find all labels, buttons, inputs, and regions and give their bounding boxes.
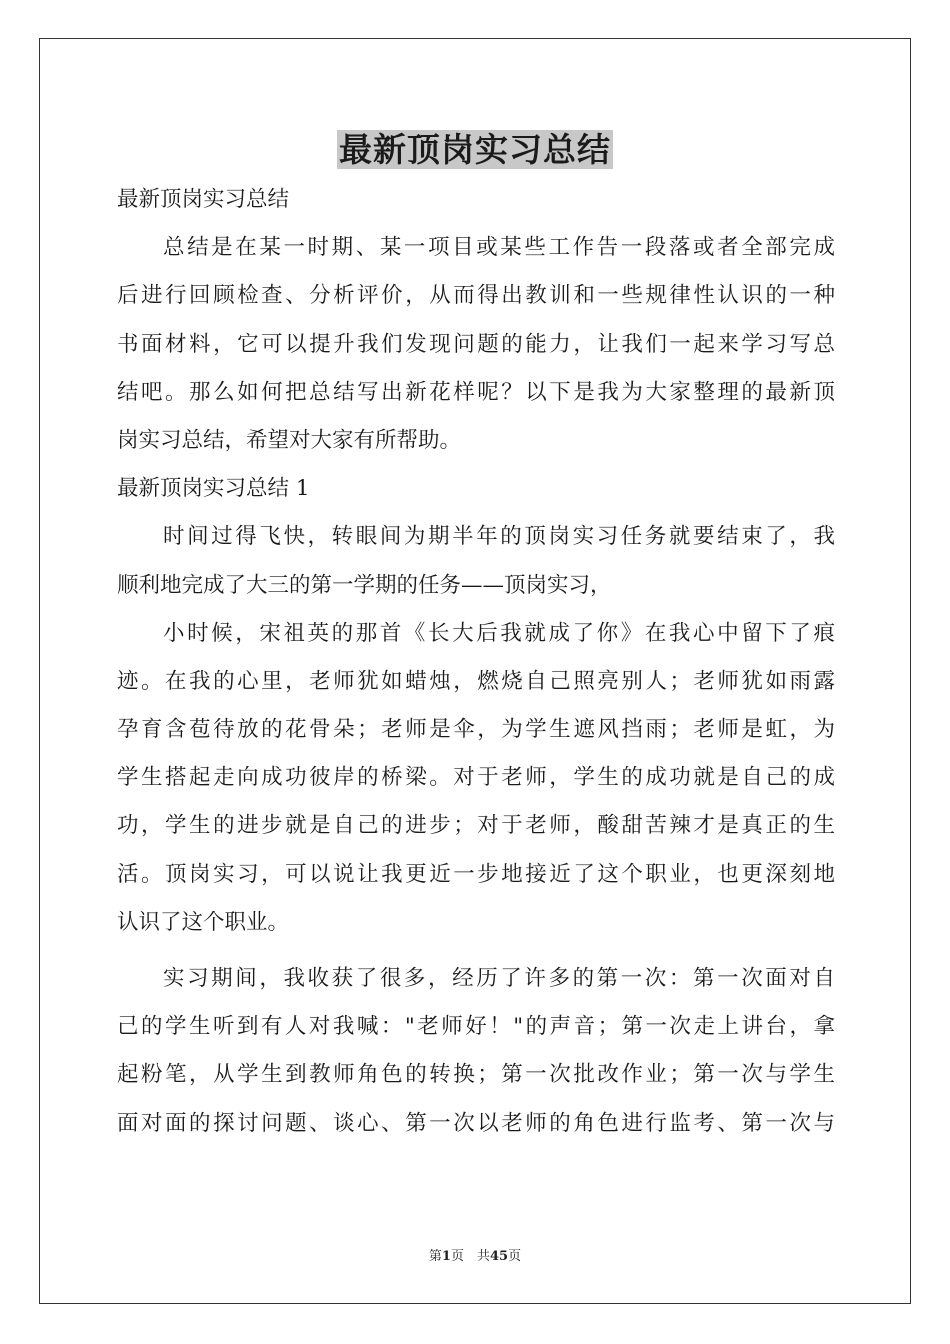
text-line: 起粉笔，从学生到教师角色的转换；第一次批改作业；第一次与学生 <box>117 1062 835 1088</box>
footer-page-number: 1 <box>441 1249 451 1264</box>
text-line: 书面材料，它可以提升我们发现问题的能力，让我们一起来学习写总 <box>117 331 835 357</box>
document-body <box>117 176 835 1148</box>
text-line: 实习期间，我收获了很多，经历了许多的第一次：第一次面对自 <box>163 966 835 991</box>
document-title-text: 最新顶岗实习总结 <box>339 130 611 169</box>
text-line: 学生搭起走向成功彼岸的桥梁。对于老师，学生的成功就是自己的成 <box>117 765 835 791</box>
text-line: 小时候，宋祖英的那首《长大后我就成了你》在我心中留下了痕 <box>163 620 835 646</box>
text-line: 认识了这个职业。 <box>117 909 290 935</box>
text-line: 功，学生的进步就是自己的进步；对于老师，酸甜苦辣才是真正的生 <box>117 813 835 839</box>
footer-suffix: 页 <box>508 1249 522 1264</box>
text-line: 总结是在某一时期、某一项目或某些工作告一段落或者全部完成 <box>163 235 835 261</box>
text-line: 面对面的探讨问题、谈心、第一次以老师的角色进行监考、第一次与 <box>117 1110 835 1136</box>
text-line: 孕育含苞待放的花骨朵；老师是伞，为学生遮风挡雨；老师是虹，为 <box>117 717 835 743</box>
text-line: 后进行回顾检查、分析评价，从而得出教训和一些规律性认识的一种 <box>117 283 835 309</box>
text-line: 迹。在我的心里，老师犹如蜡烛，燃烧自己照亮别人；老师犹如雨露 <box>117 668 835 694</box>
footer-middle: 页 共 <box>450 1249 490 1264</box>
page-footer <box>0 1245 950 1264</box>
text-line: 结吧。那么如何把总结写出新花样呢？以下是我为大家整理的最新顶 <box>117 379 835 405</box>
text-line: 顺利地完成了大三的第一学期的任务——顶岗实习， <box>117 572 612 598</box>
text-line: 己的学生听到有人对我喊："老师好！"的声音；第一次走上讲台，拿 <box>117 1014 835 1040</box>
document-title <box>0 128 950 172</box>
footer-total-pages: 45 <box>489 1249 509 1264</box>
text-line: 时间过得飞快，转眼间为期半年的顶岗实习任务就要结束了，我 <box>163 524 835 550</box>
section-heading: 最新顶岗实习总结 <box>117 187 290 212</box>
footer-prefix: 第 <box>428 1249 442 1264</box>
text-line: 岗实习总结，希望对大家有所帮助。 <box>117 427 462 453</box>
section-heading: 最新顶岗实习总结 1 <box>117 476 310 502</box>
paragraph-gap <box>117 947 835 955</box>
text-line: 活。顶岗实习，可以说让我更近一步地接近了这个职业，也更深刻地 <box>117 861 835 887</box>
